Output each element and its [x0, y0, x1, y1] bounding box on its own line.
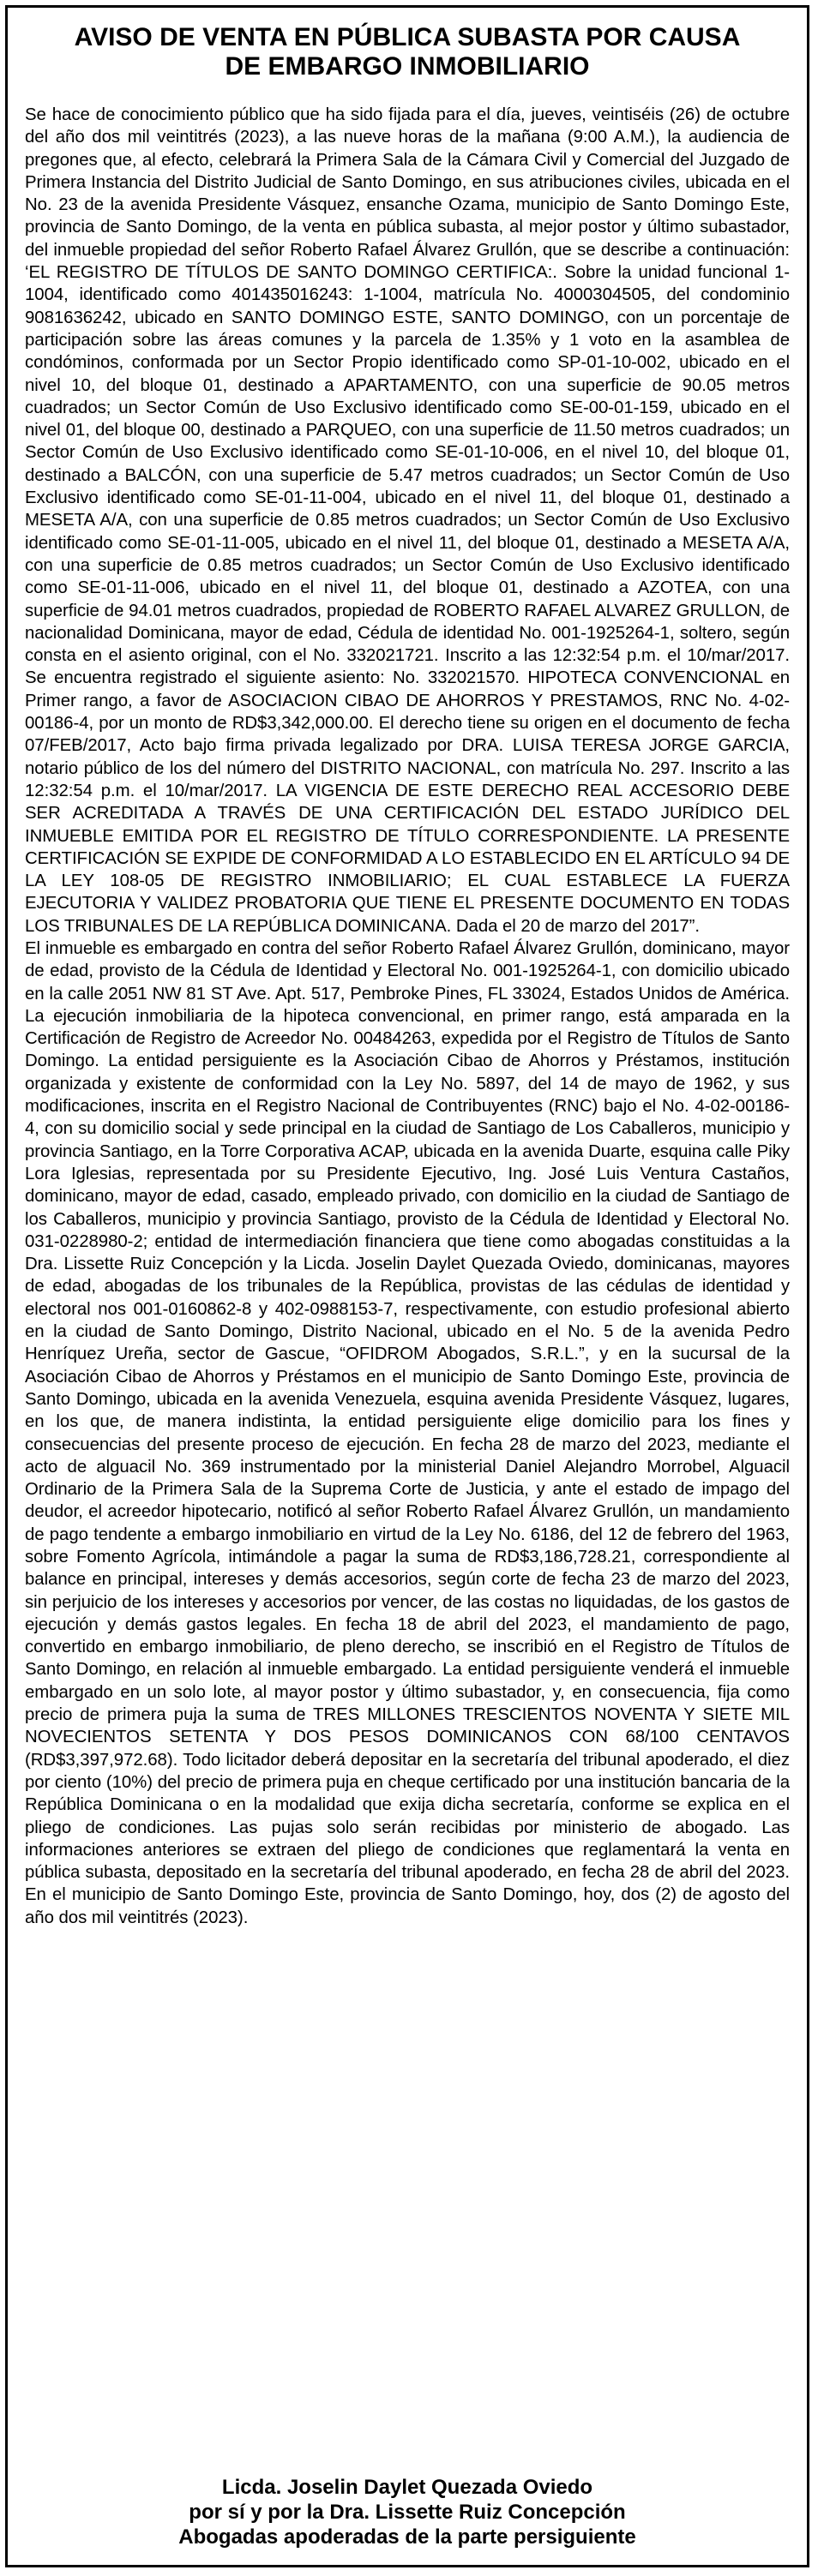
signature-block	[25, 2475, 790, 2549]
notice-body	[25, 104, 790, 1929]
legal-notice	[5, 5, 809, 2567]
notice-paragraph-2: El inmueble es embargado en contra del señor Roberto Rafael Álvarez Grullón, dominicano, mayor de edad, provisto de la Cédula de Identidad y Electoral No. 001-1925264-1, con domicilio ubicado en la calle 2051 NW 81 ST Ave. Apt. 517, Pembroke Pines, FL 33024, Estados Unidos de América. La ejecución inmobiliaria de la hipoteca convencional, en primer rango, está amparada en la Certificación de Registro de Acreedor No. 00484263, expedida por el Registro de Títulos de Santo Domingo. La entidad persiguiente es la Asociación Cibao de Ahorros y Préstamos, institución organizada y existente de conformidad con la Ley No. 5897, del 14 de mayo de 1962, y sus modificaciones, inscrita en el Registro Nacional de Contribuyentes (RNC) bajo el No. 4-02-00186-4, con su domicilio social y sede principal en la ciudad de Santiago de Los Caballeros, municipio y provincia Santiago, en la Torre Corporativa ACAP, ubicada en la avenida Duarte, esquina calle Piky Lora Iglesias, representada por su Presidente Ejecutivo, Ing. José Luis Ventura Castaños, dominicano, mayor de edad, casado, empleado privado, con domicilio en la ciudad de Santiago de los Caballeros, municipio y provincia Santiago, provisto de la Cédula de Identidad y Electoral No. 031-0228980-2; entidad de intermediación financiera que tiene como abogadas constituidas a la Dra. Lissette Ruiz Concepción y la Licda. Joselin Daylet Quezada Oviedo, dominicanas, mayores de edad, abogadas de los tribunales de la República, provistas de las cédulas de identidad y electoral nos 001-0160862-8 y 402-0988153-7, respectivamente, con estudio profesional abierto en la ciudad de Santo Domingo, Distrito Nacional, ubicado en el No. 5 de la avenida Pedro Henríquez Ureña, sector de Gascue, “OFIDROM Abogados, S.R.L.”, y en la sucursal de la Asociación Cibao de Ahorros y Préstamos en el municipio de Santo Domingo Este, provincia de Santo Domingo, ubicada en la avenida Venezuela, esquina avenida Presidente Vásquez, lugares, en los que, de manera indistinta, la entidad persiguiente elige domicilio para los fines y consecuencias del presente proceso de ejecución. En fecha 28 de marzo del 2023, mediante el acto de alguacil No. 369 instrumentado por la ministerial Daniel Alejandro Morrobel, Alguacil Ordinario de la Primera Sala de la Suprema Corte de Justicia, y ante el estado de impago del deudor, el acreedor hipotecario, notificó al señor Roberto Rafael Álvarez Grullón, un mandamiento de pago tendente a embargo inmobiliario en virtud de la Ley No. 6186, del 12 de febrero del 1963, sobre Fomento Agrícola, intimándole a pagar la suma de RD$3,186,728.21, correspondiente al balance en principal, intereses y demás accesorios, según corte de fecha 23 de marzo del 2023, sin perjuicio de los intereses y accesorios por vencer, de las costas no liquidadas, de los gastos de ejecución y demás gastos legales. En fecha 18 de abril del 2023, el mandamiento de pago, convertido en embargo inmobiliario, de pleno derecho, se inscribió en el Registro de Títulos de Santo Domingo, en relación al inmueble embargado. La entidad persiguiente venderá el inmueble embargado en un solo lote, al mayor postor y último subastador, y, en consecuencia, fija como precio de primera puja la suma de TRES MILLONES TRESCIENTOS NOVENTA Y SIETE MIL NOVECIENTOS SETENTA Y DOS PESOS DOMINICANOS CON 68/100 CENTAVOS (RD$3,397,972.68). Todo licitador deberá depositar en la secretaría del tribunal apoderado, el diez por ciento (10%) del precio de primera puja en cheque certificado por una institución bancaria de la República Dominicana o en la modalidad que exija dicha secretaría, conforme se explica en el pliego de condiciones. Las pujas solo serán recibidas por ministerio de abogado. Las informaciones anteriores se extraen del pliego de condiciones que reglamentará la venta en pública subasta, depositado en la secretaría del tribunal apoderado, en fecha 28 de abril del 2023. En el municipio de Santo Domingo Este, provincia de Santo Domingo, hoy, dos (2) de agosto del año dos mil veintitrés (2023).	[25, 938, 790, 1927]
notice-title	[25, 23, 790, 81]
signature-line-1: Licda. Joselin Daylet Quezada Oviedo	[221, 2476, 593, 2499]
signature-line-3: Abogadas apoderadas de la parte persiguiente	[178, 2525, 636, 2549]
signature-line-2: por sí y por la Dra. Lissette Ruiz Concepción	[189, 2501, 626, 2524]
notice-title-line-2: DE EMBARGO INMOBILIARIO	[225, 52, 590, 81]
notice-title-line-1: AVISO DE VENTA EN PÚBLICA SUBASTA POR CAUSA	[74, 23, 741, 51]
notice-paragraph-1: Se hace de conocimiento público que ha sido fijada para el día, jueves, veintiséis (26) de octubre del año dos mil veintitrés (2023), a las nueve horas de la mañana (9:00 A.M.), la audiencia de pregones que, al efecto, celebrará la Primera Sala de la Cámara Civil y Comercial del Juzgado de Primera Instancia del Distrito Judicial de Santo Domingo, en sus atribuciones civiles, ubicada en el No. 23 de la avenida Presidente Vásquez, ensanche Ozama, municipio de Santo Domingo Este, provincia de Santo Domingo, de la venta en pública subasta, al mejor postor y último subastador, del inmueble propiedad del señor Roberto Rafael Álvarez Grullón, que se describe a continuación: ‘EL REGISTRO DE TÍTULOS DE SANTO DOMINGO CERTIFICA:. Sobre la unidad funcional 1-1004, identificado como 401435016243: 1-1004, matrícula No. 4000304505, del condominio 9081636242, ubicado en SANTO DOMINGO ESTE, SANTO DOMINGO, con un porcentaje de participación sobre las áreas comunes y la parcela de 1.35% y 1 voto en la asamblea de condóminos, conformada por un Sector Propio identificado como SP-01-10-002, ubicado en el nivel 10, del bloque 01, destinado a APARTAMENTO, con una superficie de 90.05 metros cuadrados; un Sector Común de Uso Exclusivo identificado como SE-00-01-159, ubicado en el nivel 01, del bloque 00, destinado a PARQUEO, con una superficie de 11.50 metros cuadrados; un Sector Común de Uso Exclusivo identificado como SE-01-10-006, en el nivel 10, del bloque 01, destinado a BALCÓN, con una superficie de 5.47 metros cuadrados; un Sector Común de Uso Exclusivo identificado como SE-01-11-004, ubicado en el nivel 11, del bloque 01, destinado a MESETA A/A, con una superficie de 0.85 metros cuadrados; un Sector Común de Uso Exclusivo identificado como SE-01-11-005, ubicado en el nivel 11, del bloque 01, destinado a MESETA A/A, con una superficie de 0.85 metros cuadrados; un Sector Común de Uso Exclusivo identificado como SE-01-11-006, ubicado en el nivel 11, del bloque 01, destinado a AZOTEA, con una superficie de 94.01 metros cuadrados, propiedad de ROBERTO RAFAEL ALVAREZ GRULLON, de nacionalidad Dominicana, mayor de edad, Cédula de identidad No. 001-1925264-1, soltero, según consta en el asiento original, con el No. 332021721. Inscrito a las 12:32:54 p.m. el 10/mar/2017. Se encuentra registrado el siguiente asiento: No. 332021570. HIPOTECA CONVENCIONAL en Primer rango, a favor de ASOCIACION CIBAO DE AHORROS Y PRESTAMOS, RNC No. 4-02-00186-4, por un monto de RD$3,342,000.00. El derecho tiene su origen en el documento de fecha 07/FEB/2017, Acto bajo firma privada legalizado por DRA. LUISA TERESA JORGE GARCIA, notario público de los del número del DISTRITO NACIONAL, con matrícula No. 297. Inscrito a las 12:32:54 p.m. el 10/mar/2017. LA VIGENCIA DE ESTE DERECHO REAL ACCESORIO DEBE SER ACREDITADA A TRAVÉS DE UNA CERTIFICACIÓN DEL ESTADO JURÍDICO DEL INMUEBLE EMITIDA POR EL REGISTRO DE TÍTULO CORRESPONDIENTE. LA PRESENTE CERTIFICACIÓN SE EXPIDE DE CONFORMIDAD A LO ESTABLECIDO EN EL ARTÍCULO 94 DE LA LEY 108-05 DE REGISTRO INMOBILIARIO; EL CUAL ESTABLECE LA FUERZA EJECUTORIA Y VALIDEZ PROBATORIA QUE TIENE EL PRESENTE DOCUMENTO EN TODAS LOS TRIBUNALES DE LA REPÚBLICA DOMINICANA. Dada el 20 de marzo del 2017”.	[25, 105, 790, 936]
